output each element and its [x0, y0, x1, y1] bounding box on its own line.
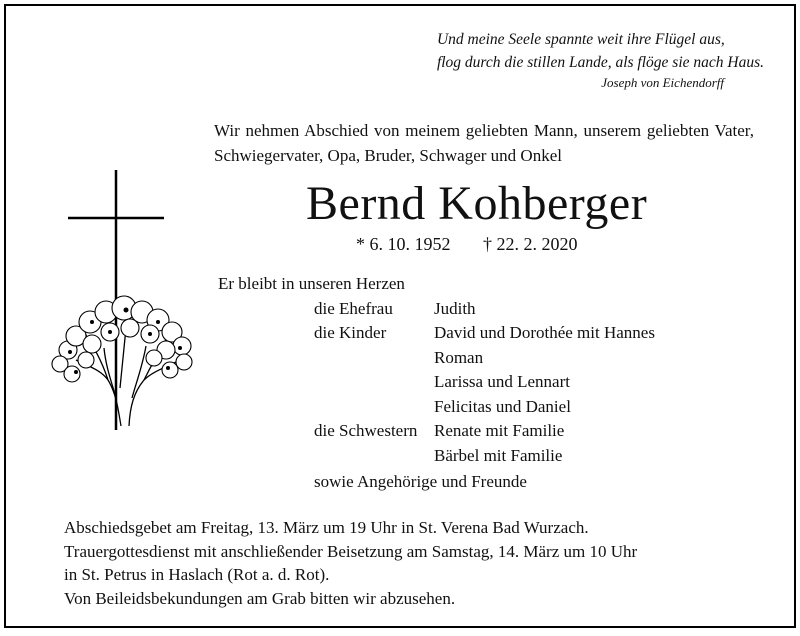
mourner-name: Bärbel mit Familie: [434, 445, 563, 465]
mourner-name: Larissa und Lennart: [434, 372, 570, 391]
poem-line-2: flog durch die stillen Lande, als flöge sie nach Haus.: [436, 54, 764, 71]
service-line: Abschiedsgebet am Freitag, 13. März um 19 Uhr in St. Verena Bad Wurzach.: [64, 518, 589, 537]
poem-author: Joseph von Eichendorff: [601, 75, 724, 90]
birth-date: * 6. 10. 1952: [356, 234, 451, 254]
mourners-lead: Er bleibt in unseren Herzen: [218, 274, 405, 293]
poem-quote: [437, 28, 764, 92]
death-date: † 22. 2. 2020: [483, 234, 578, 254]
tree-icon: [46, 288, 196, 428]
service-line: Von Beileidsbekundungen am Grab bitten wir abzusehen.: [64, 588, 456, 608]
mourner-row-sisters: [218, 419, 655, 468]
mourners-closing: sowie Angehörige und Freunde: [314, 472, 527, 491]
mourner-row-children: [218, 321, 655, 419]
intro-text: Wir nehmen Abschied von meinem geliebten Mann, unserem geliebten Vater, Schwiegervater, Opa, Bruder, Schwager und Onkel: [214, 121, 754, 165]
life-dates: [356, 234, 578, 255]
mourner-name: David und Dorothée mit Hannes: [434, 323, 655, 342]
mourner-row-wife: [218, 297, 655, 322]
service-line: Trauergottesdienst mit anschließender Beisetzung am Samstag, 14. März um 10 Uhr: [64, 541, 638, 561]
service-line: in St. Petrus in Haslach (Rot a. d. Rot).: [64, 565, 330, 584]
mourner-name: Felicitas und Daniel: [434, 396, 571, 416]
mourner-name: Roman: [434, 347, 484, 367]
role-children: die Kinder: [314, 323, 387, 342]
mourners-list: [218, 272, 655, 495]
mourner-name: Judith: [434, 298, 476, 318]
poem-line-1: Und meine Seele spannte weit ihre Flügel aus,: [436, 31, 725, 48]
service-info: [64, 516, 764, 610]
role-sisters: die Schwestern: [314, 421, 418, 440]
obituary-notice: [4, 4, 796, 628]
mourner-name: Renate mit Familie: [434, 421, 565, 440]
deceased-name: Bernd Kohberger: [306, 177, 648, 230]
role-wife: die Ehefrau: [314, 298, 393, 318]
